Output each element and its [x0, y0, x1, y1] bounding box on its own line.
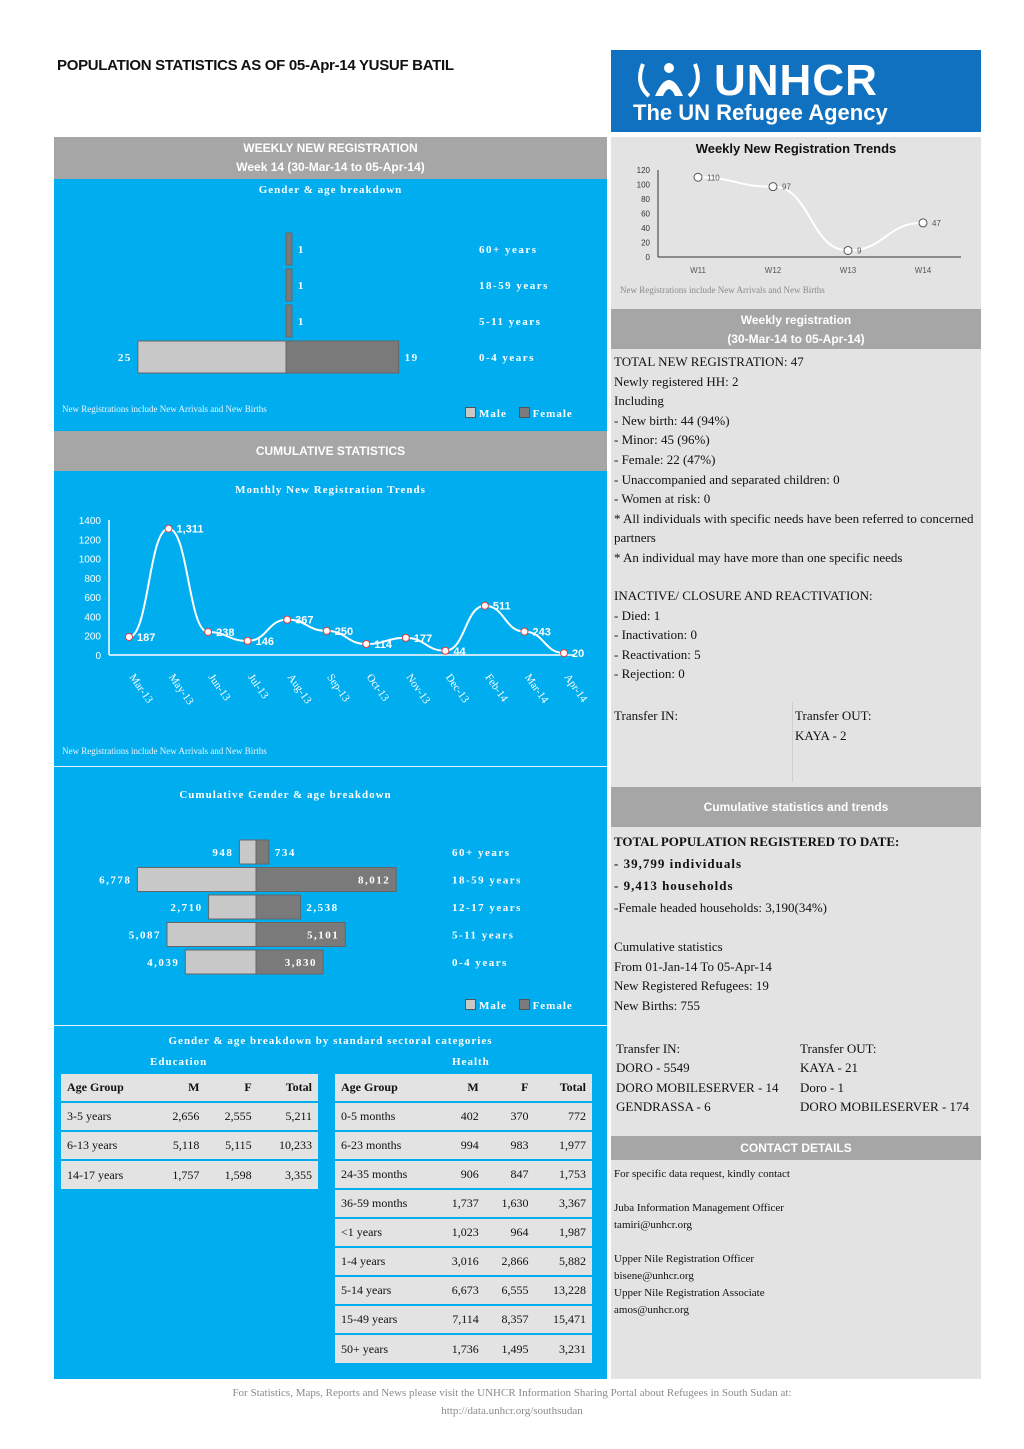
- contact-line: tamiri@unhcr.org: [614, 1219, 693, 1231]
- table-cell: 1,757: [153, 1160, 205, 1189]
- table-row: [335, 1305, 592, 1334]
- data-point: [561, 650, 568, 657]
- table-row: [335, 1102, 592, 1131]
- table-row: [335, 1160, 592, 1189]
- table-cell: 5,115: [205, 1131, 257, 1160]
- x-tick-label: Jul-13: [245, 671, 271, 702]
- age-group-label: 12-17 years: [452, 902, 522, 914]
- table-cell: 6-23 months: [335, 1131, 435, 1160]
- table-cell: 772: [535, 1102, 592, 1131]
- male-value-label: 2,710: [170, 902, 203, 914]
- y-tick-label: 0: [95, 651, 101, 662]
- y-tick-label: 800: [84, 573, 101, 585]
- health-table: [335, 1072, 592, 1363]
- female-headed-households: -Female headed households: 3,190(34%): [614, 900, 828, 915]
- contact-line: For specific data request, kindly contact: [614, 1168, 790, 1180]
- table-cell: 2,656: [153, 1102, 205, 1131]
- detail-line: - Died: 1: [614, 607, 661, 623]
- education-table: [61, 1072, 318, 1189]
- female-bar: [286, 269, 292, 301]
- table-row: [61, 1102, 318, 1131]
- age-group-label: 60+ years: [479, 244, 538, 256]
- table-cell: 1,023: [435, 1218, 485, 1247]
- female-value-label: 1: [297, 244, 305, 256]
- table-cell: 8,357: [485, 1305, 535, 1334]
- weekly-registration-header: [611, 309, 981, 349]
- y-tick-label: 80: [641, 195, 650, 204]
- logo-word: UNHCR: [714, 56, 878, 105]
- y-tick-label: 1200: [78, 535, 101, 547]
- table-cell: 1-4 years: [335, 1247, 435, 1276]
- col-f: F: [205, 1073, 257, 1102]
- table-cell: 3-5 years: [61, 1102, 153, 1131]
- male-bar: [167, 923, 256, 947]
- transfer-line: DORO - 5549: [616, 1060, 690, 1075]
- stat-line: From 01-Jan-14 To 05-Apr-14: [614, 958, 772, 974]
- male-bar: [185, 950, 256, 974]
- health-label: Health: [452, 1056, 490, 1068]
- weekly-registration-header-line2: (30-Mar-14 to 05-Apr-14): [727, 332, 865, 346]
- transfer-line: DORO MOBILESERVER - 14: [616, 1079, 779, 1095]
- table-row: [335, 1334, 592, 1363]
- cumulative-transfer-in-list: [616, 1058, 779, 1117]
- table-cell: 3,355: [258, 1160, 318, 1189]
- x-tick-label: Mar-13: [126, 671, 156, 706]
- transfer-line: KAYA - 21: [800, 1060, 859, 1075]
- detail-line: - Reactivation: 5: [614, 646, 701, 662]
- data-label: 47: [932, 218, 941, 228]
- table-row: [335, 1247, 592, 1276]
- y-tick-label: 1400: [78, 516, 101, 527]
- data-point: [521, 628, 528, 635]
- weekly-trend-note: New Registrations include New Arrivals and New Births: [620, 285, 825, 295]
- x-tick-label: W14: [914, 266, 932, 275]
- transfer-line: KAYA - 2: [795, 728, 847, 743]
- data-label: 243: [532, 626, 551, 639]
- table-cell: 994: [435, 1131, 485, 1160]
- cumulative-transfer-out-label: Transfer OUT:: [800, 1041, 877, 1056]
- male-value-label: 25: [117, 352, 132, 364]
- detail-line: - Rejection: 0: [614, 666, 685, 682]
- x-tick-label: Aug-13: [284, 671, 314, 707]
- detail-line: - Inactivation: 0: [614, 627, 698, 643]
- cumulative-transfer-in-label: Transfer IN:: [616, 1041, 681, 1056]
- data-label: 20: [572, 648, 585, 661]
- table-cell: 2,866: [485, 1247, 535, 1276]
- transfer-line: GENDRASSA - 6: [616, 1099, 711, 1115]
- age-group-label: 5-11 years: [452, 929, 515, 942]
- table-cell: 14-17 years: [61, 1160, 153, 1189]
- female-bar: [256, 895, 300, 919]
- table-row: [335, 1276, 592, 1305]
- weekly-transfer-out-label: Transfer OUT:: [795, 708, 872, 723]
- age-group-label: 60+ years: [452, 847, 511, 859]
- inactive-closure-details: [614, 586, 976, 684]
- data-label: 1,311: [176, 523, 204, 536]
- col-age-group: Age Group: [61, 1073, 153, 1102]
- table-cell: 983: [485, 1131, 535, 1160]
- col-total: Total: [535, 1073, 592, 1102]
- male-value-label: 5,087: [128, 929, 161, 942]
- contact-line: Juba Information Management Officer: [614, 1202, 784, 1214]
- legend-male: Male: [479, 408, 507, 420]
- data-point: [165, 525, 172, 532]
- col-m: M: [435, 1073, 485, 1102]
- table-cell: 5-14 years: [335, 1276, 435, 1305]
- monthly-chart-note: New Registrations include New Arrivals and New Births: [62, 746, 267, 756]
- y-tick-label: 600: [84, 593, 101, 605]
- divider: [792, 702, 793, 782]
- male-bar: [137, 868, 256, 892]
- footer: [0, 1384, 1024, 1420]
- contact-details: [614, 1166, 790, 1319]
- age-group-label: 18-59 years: [479, 280, 549, 292]
- y-tick-label: 20: [641, 238, 650, 248]
- cumulative-trends-header: Cumulative statistics and trends: [611, 787, 981, 827]
- table-cell: 5,882: [535, 1247, 592, 1276]
- x-tick-label: W13: [839, 266, 857, 275]
- table-cell: 1,977: [535, 1131, 592, 1160]
- table-cell: <1 years: [335, 1218, 435, 1247]
- table-cell: 1,495: [485, 1334, 535, 1363]
- data-label: 177: [413, 632, 433, 645]
- total-population-label: TOTAL POPULATION REGISTERED TO DATE:: [614, 834, 900, 849]
- table-cell: 3,231: [535, 1334, 592, 1363]
- female-value-label: 3,830: [284, 957, 318, 969]
- data-label: 110: [707, 173, 720, 183]
- cumulative-transfer-out-list: [800, 1058, 975, 1117]
- weekly-pyramid-chart: [54, 225, 607, 385]
- data-point: [694, 173, 702, 181]
- series-line: [698, 177, 923, 250]
- cumulative-pyramid-title: Cumulative Gender & age breakdown: [179, 789, 392, 801]
- weekly-header-week: Week 14 (30-Mar-14 to 05-Apr-14): [236, 160, 425, 174]
- table-cell: 36-59 months: [335, 1189, 435, 1218]
- weekly-trend-title: Weekly New Registration Trends: [695, 141, 897, 156]
- data-point: [481, 602, 488, 609]
- logo-tagline: The UN Refugee Agency: [633, 100, 888, 125]
- data-point: [363, 641, 370, 648]
- cumulative-pyramid-chart: [54, 835, 607, 980]
- legend-female: Female: [532, 408, 573, 420]
- data-label: 250: [334, 625, 354, 638]
- data-point: [769, 183, 777, 191]
- weekly-transfer-in-label: Transfer IN:: [614, 708, 679, 723]
- stat-line: New Births: 755: [614, 997, 700, 1013]
- table-cell: 906: [435, 1160, 485, 1189]
- table-cell: 13,228: [535, 1276, 592, 1305]
- data-point: [284, 616, 291, 623]
- y-tick-label: 100: [636, 180, 650, 190]
- table-cell: 0-5 months: [335, 1102, 435, 1131]
- cumulative-stats-lines: [614, 937, 772, 1015]
- table-cell: 1,598: [205, 1160, 257, 1189]
- table-cell: 847: [485, 1160, 535, 1189]
- table-cell: 1,753: [535, 1160, 592, 1189]
- table-cell: 6,673: [435, 1276, 485, 1305]
- data-point: [402, 634, 409, 641]
- data-label: 97: [782, 182, 791, 192]
- y-tick-label: 400: [84, 612, 101, 624]
- table-cell: 2,555: [205, 1102, 257, 1131]
- unhcr-logo: [611, 50, 981, 132]
- data-point: [442, 647, 449, 654]
- female-swatch: [519, 407, 530, 418]
- female-bar: [286, 305, 292, 337]
- table-cell: 50+ years: [335, 1334, 435, 1363]
- col-age-group: Age Group: [335, 1073, 435, 1102]
- contact-line: [614, 1234, 790, 1251]
- male-bar: [209, 895, 256, 919]
- cumulative-pyramid-legend: [465, 999, 573, 1012]
- male-bar: [239, 840, 256, 864]
- table-cell: 1,630: [485, 1189, 535, 1218]
- y-tick-label: 1000: [78, 554, 101, 566]
- detail-line: - Unaccompanied and separated children: 0: [614, 471, 840, 487]
- data-label: 44: [453, 645, 466, 658]
- detail-line: Including: [614, 393, 664, 409]
- divider: [54, 766, 607, 767]
- table-cell: 10,233: [258, 1131, 318, 1160]
- table-cell: 1,987: [535, 1218, 592, 1247]
- data-label: 238: [216, 627, 235, 640]
- total-households: - 9,413 households: [614, 878, 734, 893]
- detail-line: INACTIVE/ CLOSURE AND REACTIVATION:: [614, 588, 873, 603]
- data-point: [205, 629, 212, 636]
- male-value-label: 4,039: [147, 957, 180, 969]
- divider: [54, 1025, 607, 1026]
- contact-line: Upper Nile Registration Officer: [614, 1253, 755, 1265]
- table-header-row: [335, 1073, 592, 1102]
- education-label: Education: [150, 1056, 208, 1068]
- data-label: 511: [492, 600, 511, 613]
- data-label: 9: [857, 246, 862, 256]
- male-swatch: [465, 407, 476, 418]
- contact-line: amos@unhcr.org: [614, 1304, 690, 1316]
- table-cell: 6-13 years: [61, 1131, 153, 1160]
- table-cell: 3,016: [435, 1247, 485, 1276]
- detail-line: - Women at risk: 0: [614, 491, 711, 507]
- sectoral-title: Gender & age breakdown by standard sectoral categories: [168, 1035, 493, 1047]
- table-cell: 1,737: [435, 1189, 485, 1218]
- col-f: F: [485, 1073, 535, 1102]
- weekly-registration-header-line1: Weekly registration: [740, 313, 852, 327]
- male-bar: [138, 341, 286, 373]
- col-m: M: [153, 1073, 205, 1102]
- table-cell: 402: [435, 1102, 485, 1131]
- male-swatch: [465, 999, 476, 1010]
- weekly-registration-details: [614, 352, 976, 568]
- table-cell: 3,367: [535, 1189, 592, 1218]
- detail-line: TOTAL NEW REGISTRATION: 47: [614, 354, 804, 369]
- contact-line: [614, 1183, 790, 1200]
- data-point: [844, 246, 852, 254]
- transfer-line: Doro - 1: [800, 1079, 845, 1095]
- table-row: [335, 1189, 592, 1218]
- weekly-new-registration-header: [54, 137, 607, 179]
- page-title: POPULATION STATISTICS AS OF 05-Apr-14 YUSUF BATIL: [57, 57, 454, 74]
- data-point: [126, 633, 133, 640]
- female-swatch: [519, 999, 530, 1010]
- detail-line: - New birth: 44 (94%): [614, 412, 730, 428]
- table-cell: 15,471: [535, 1305, 592, 1334]
- stat-line: New Registered Refugees: 19: [614, 978, 769, 994]
- contact-line: Upper Nile Registration Associate: [614, 1287, 765, 1299]
- table-cell: 964: [485, 1218, 535, 1247]
- data-point: [244, 637, 251, 644]
- weekly-pyramid-legend: [465, 407, 573, 420]
- age-group-label: 0-4 years: [452, 957, 508, 969]
- female-value-label: 19: [404, 352, 419, 364]
- stat-line: Cumulative statistics: [614, 939, 723, 954]
- x-tick-label: W11: [690, 266, 706, 275]
- data-label: 114: [374, 639, 393, 652]
- unhcr-emblem-icon: [629, 56, 709, 100]
- weekly-trend-chart: [611, 160, 981, 282]
- female-bar: [286, 341, 399, 373]
- y-tick-label: 200: [84, 631, 101, 643]
- table-row: [335, 1131, 592, 1160]
- female-value-label: 2,538: [306, 902, 339, 914]
- male-value-label: 6,778: [99, 874, 132, 887]
- male-value-label: 948: [212, 847, 234, 859]
- female-value-label: 5,101: [307, 929, 340, 942]
- x-tick-label: Sep-13: [324, 671, 352, 705]
- female-bar: [256, 840, 269, 864]
- cumulative-statistics-header: CUMULATIVE STATISTICS: [54, 431, 607, 471]
- table-cell: 15-49 years: [335, 1305, 435, 1334]
- age-group-label: 18-59 years: [452, 874, 522, 887]
- transfer-line: DORO MOBILESERVER - 174: [800, 1099, 970, 1115]
- table-row: [61, 1160, 318, 1189]
- female-value-label: 8,012: [357, 874, 391, 887]
- detail-line: Newly registered HH: 2: [614, 373, 739, 389]
- table-row: [61, 1131, 318, 1160]
- footer-portal-text: For Statistics, Maps, Reports and News please visit the UNHCR Information Sharing Portal about Refugees in South Sudan at:: [232, 1387, 792, 1399]
- data-point: [323, 627, 330, 634]
- monthly-trend-chart: [54, 505, 607, 745]
- data-label: 187: [137, 631, 156, 644]
- female-value-label: 1: [297, 280, 305, 292]
- legend-female: Female: [532, 1000, 573, 1012]
- x-tick-label: Apr-14: [561, 671, 590, 705]
- x-tick-label: May-13: [166, 671, 196, 708]
- total-individuals: - 39,799 individuals: [614, 856, 743, 871]
- age-group-label: 0-4 years: [479, 352, 535, 364]
- footer-portal-link[interactable]: http://data.unhcr.org/southsudan: [441, 1405, 583, 1417]
- x-tick-label: Feb-14: [482, 671, 511, 705]
- detail-line: * All individuals with specific needs have been referred to concerned partners: [614, 510, 974, 546]
- weekly-header-title: WEEKLY NEW REGISTRATION: [243, 141, 418, 155]
- x-tick-label: Nov-13: [403, 671, 433, 707]
- table-cell: 7,114: [435, 1305, 485, 1334]
- table-cell: 370: [485, 1102, 535, 1131]
- table-header-row: [61, 1073, 318, 1102]
- detail-line: - Female: 22 (47%): [614, 451, 716, 467]
- female-bar: [286, 233, 292, 265]
- y-tick-label: 60: [641, 209, 650, 219]
- x-tick-label: Dec-13: [442, 671, 472, 706]
- data-point: [919, 219, 927, 227]
- weekly-transfer-out-list: [795, 726, 847, 746]
- table-cell: 6,555: [485, 1276, 535, 1305]
- table-cell: 24-35 months: [335, 1160, 435, 1189]
- table-row: [335, 1218, 592, 1247]
- weekly-pyramid-subtitle: Gender & age breakdown: [258, 184, 403, 196]
- col-total: Total: [258, 1073, 318, 1102]
- x-tick-label: W12: [764, 266, 782, 275]
- legend-male: Male: [479, 1000, 507, 1012]
- table-cell: 5,211: [258, 1102, 318, 1131]
- contact-line: bisene@unhcr.org: [614, 1270, 694, 1282]
- x-tick-label: Jun-13: [205, 671, 233, 704]
- female-value-label: 1: [297, 316, 305, 328]
- data-label: 367: [295, 614, 314, 627]
- table-cell: 5,118: [153, 1131, 205, 1160]
- data-label: 146: [255, 635, 274, 648]
- table-cell: 1,736: [435, 1334, 485, 1363]
- monthly-chart-title: Monthly New Registration Trends: [235, 484, 426, 496]
- x-tick-label: Oct-13: [363, 671, 392, 704]
- detail-line: * An individual may have more than one specific needs: [614, 549, 903, 565]
- y-tick-label: 0: [645, 253, 650, 262]
- age-group-label: 5-11 years: [479, 316, 542, 328]
- y-tick-label: 120: [636, 166, 650, 175]
- female-value-label: 734: [274, 847, 296, 859]
- detail-line: - Minor: 45 (96%): [614, 432, 710, 448]
- x-tick-label: Mar-14: [521, 671, 551, 706]
- y-tick-label: 40: [641, 224, 650, 233]
- contact-details-header: CONTACT DETAILS: [611, 1136, 981, 1160]
- weekly-pyramid-note: New Registrations include New Arrivals and New Births: [62, 404, 267, 414]
